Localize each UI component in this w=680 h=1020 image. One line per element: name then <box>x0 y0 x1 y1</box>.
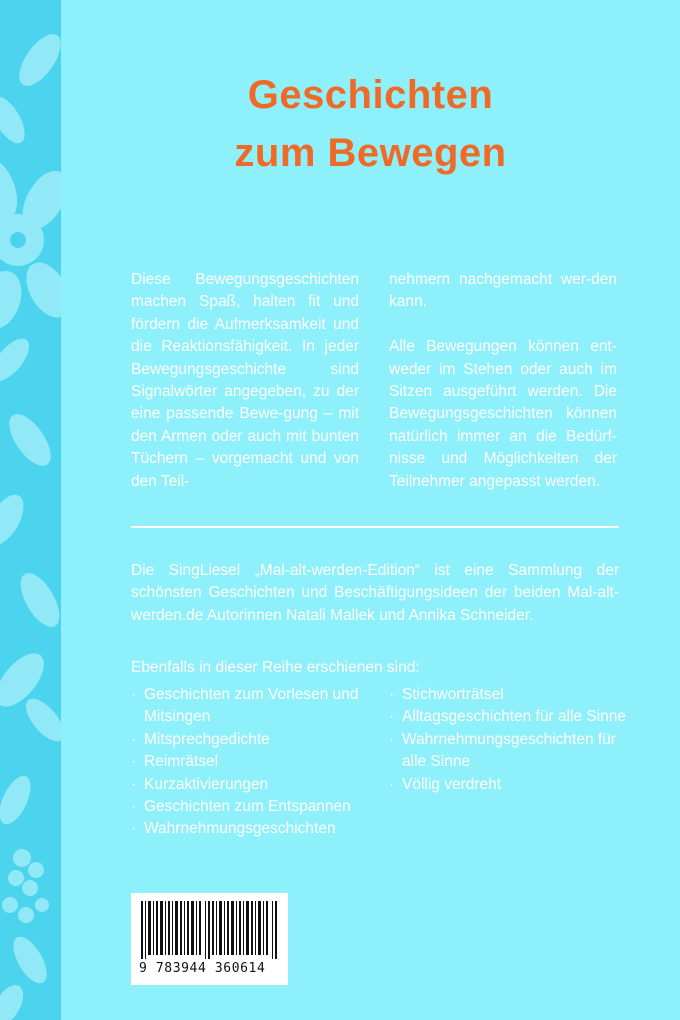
edition-text: Die SingLiesel „Mal-alt-werden-Edition“ ist eine Sammlung der schönsten Geschichten und Beschäftigungsideen der beiden Mal-alt-werden.de Autorinnen Natali Mallek und Annika Schneider. <box>131 562 619 624</box>
description-right-text-1: nehmern nachgemacht wer-den kann. <box>389 271 617 311</box>
floral-spine <box>0 0 61 1020</box>
list-item: · Stichworträtsel <box>389 684 629 706</box>
list-item: · Geschichten zum Vorlesen und Mitsingen <box>131 684 371 729</box>
list-item: · Wahrnehmungsgeschichten <box>131 818 371 840</box>
divider-line <box>131 526 619 528</box>
series-list-left <box>131 684 371 841</box>
list-item: · Kurzaktivierungen <box>131 774 371 796</box>
series-intro: Ebenfalls in dieser Reihe erschienen sind: <box>131 659 420 676</box>
list-item: · Geschichten zum Entspannen <box>131 796 371 818</box>
barcode-icon <box>141 901 278 959</box>
book-title <box>61 66 680 182</box>
list-item: · Völlig verdreht <box>389 774 629 796</box>
title-line-2: zum Bewegen <box>234 131 507 175</box>
title-line-1: Geschichten <box>247 73 494 117</box>
description-left-column <box>131 269 359 493</box>
list-item: · Mitsprechgedichte <box>131 729 371 751</box>
series-list-right <box>389 684 629 796</box>
list-item: · Reimrätsel <box>131 751 371 773</box>
list-item: · Wahrnehmungsgeschichten für alle Sinne <box>389 729 629 774</box>
description-right-column <box>389 269 617 493</box>
description-right-text-2: Alle Bewegungen können ent-weder im Stehen oder auch im Sitzen ausgeführt werden. Die Bewegungsgeschichten können natürlich immer an die Bedürf-nisse und Möglichkeiten der Teilnehmer angepasst werden. <box>389 338 617 490</box>
description-left-text: Diese Bewegungsgeschichten machen Spaß, halten fit und fördern die Aufmerksamkeit und die Reaktionsfähigkeit. In jeder Bewegungsgeschichte sind Signalwörter angegeben, zu der eine passende Bewe-gung – mit den Armen oder auch mit bunten Tüchern – vorgemacht und von den Teil- <box>131 271 359 490</box>
barcode <box>131 893 288 985</box>
floral-pattern-icon <box>0 0 61 1020</box>
list-item: · Alltagsgeschichten für alle Sinne <box>389 706 629 728</box>
isbn-number: 9 783944 360614 <box>139 961 266 976</box>
